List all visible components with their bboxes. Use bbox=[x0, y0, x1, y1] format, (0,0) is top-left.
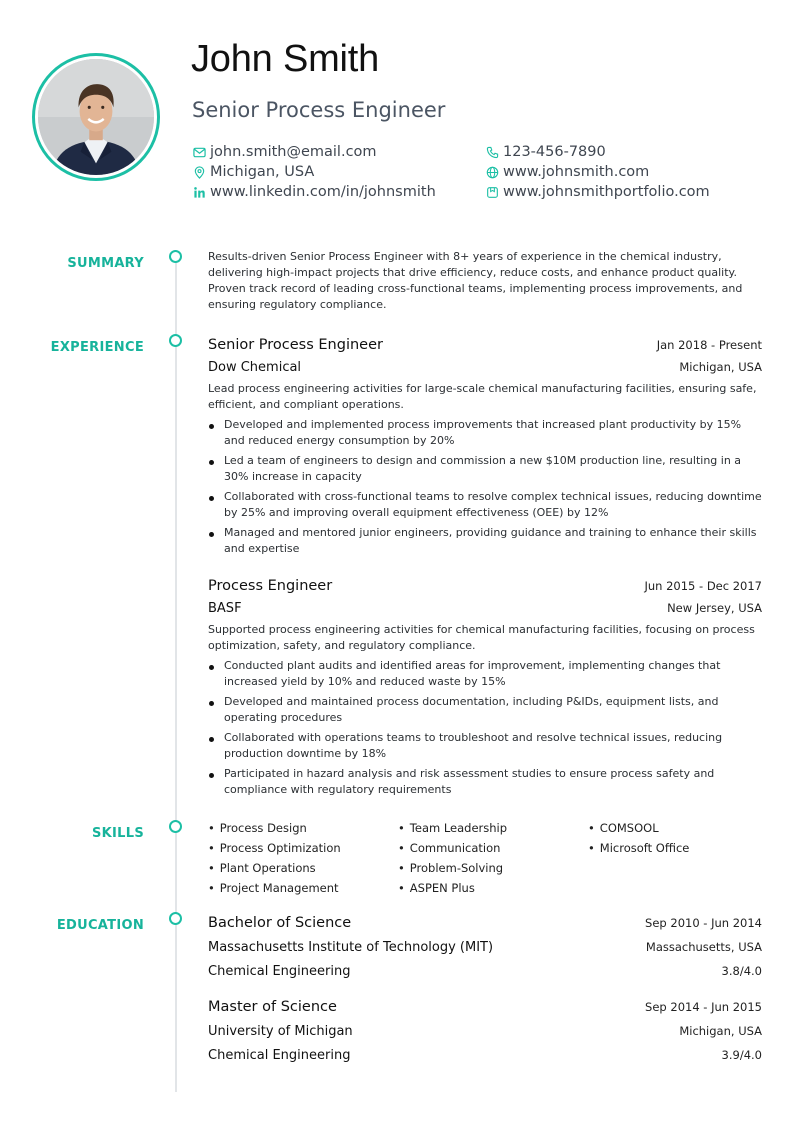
linkedin-text: www.linkedin.com/in/johnsmith bbox=[210, 184, 436, 200]
timeline-line bbox=[175, 262, 177, 1092]
achievement-item: Developed and implemented process improvements that increased plant productivity by 15% and reduced energy consumption by 20% bbox=[208, 417, 762, 449]
achievement-item: Developed and maintained process documentation, including P&IDs, equipment lists, and operating procedures bbox=[208, 694, 762, 726]
skill-item: • Problem-Solving bbox=[398, 860, 588, 876]
experience-item bbox=[208, 576, 762, 802]
skill-empty-cell bbox=[588, 860, 762, 876]
skill-item: • Process Design bbox=[208, 820, 398, 836]
achievement-item: Conducted plant audits and identified areas for improvement, implementing changes that increased yield by 10% and reduced waste by 15% bbox=[208, 658, 762, 690]
achievement-item: Participated in hazard analysis and risk assessment studies to ensure process safety and compliance with regulatory requirements bbox=[208, 766, 762, 798]
education-dates: Sep 2014 - Jun 2015 bbox=[645, 1000, 762, 1014]
timeline-dot-education bbox=[169, 912, 182, 925]
education-dates: Sep 2010 - Jun 2014 bbox=[645, 916, 762, 930]
location-text: Michigan, USA bbox=[210, 164, 315, 180]
phone-icon bbox=[485, 145, 499, 159]
profile-photo-frame bbox=[32, 53, 160, 181]
degree-name: Bachelor of Science bbox=[208, 915, 352, 931]
job-dates: Jun 2015 - Dec 2017 bbox=[644, 579, 762, 593]
skill-item: • Microsoft Office bbox=[588, 840, 762, 856]
achievement-list bbox=[208, 658, 762, 798]
contact-website[interactable] bbox=[485, 162, 649, 182]
map-pin-icon bbox=[192, 165, 206, 179]
school-name: Massachusetts Institute of Technology (MIT) bbox=[208, 940, 494, 955]
skill-item: • COMSOOL bbox=[588, 820, 762, 836]
education-item bbox=[208, 997, 762, 1065]
email-text: john.smith@email.com bbox=[210, 144, 377, 160]
skill-item: • Team Leadership bbox=[398, 820, 588, 836]
skill-item: • Process Optimization bbox=[208, 840, 398, 856]
phone-text: 123-456-7890 bbox=[503, 144, 606, 160]
company-name: Dow Chemical bbox=[208, 360, 302, 375]
mail-icon bbox=[192, 145, 206, 159]
achievement-item: Collaborated with cross-functional teams to resolve complex technical issues, reducing downtime by 25% and improving overall equipment effectiveness (OEE) by 12% bbox=[208, 489, 762, 521]
job-headline: Senior Process Engineer bbox=[192, 98, 446, 122]
globe-icon bbox=[485, 165, 499, 179]
job-description: Lead process engineering activities for large-scale chemical manufacturing facilities, ensuring safe, efficient, and compliant operations. bbox=[208, 382, 757, 411]
job-location: Michigan, USA bbox=[679, 360, 762, 374]
skill-item: • Communication bbox=[398, 840, 588, 856]
skill-item: • Project Management bbox=[208, 880, 398, 896]
gpa: 3.9/4.0 bbox=[721, 1048, 762, 1062]
skill-empty-cell bbox=[588, 880, 762, 896]
timeline-dot-experience bbox=[169, 334, 182, 347]
gpa: 3.8/4.0 bbox=[721, 964, 762, 978]
achievement-item: Managed and mentored junior engineers, providing guidance and training to enhance their skills and expertise bbox=[208, 525, 762, 557]
achievement-list bbox=[208, 417, 762, 557]
profile-photo bbox=[38, 59, 154, 175]
school-name: University of Michigan bbox=[208, 1024, 353, 1039]
job-dates: Jan 2018 - Present bbox=[656, 338, 762, 352]
section-title-experience: EXPERIENCE bbox=[50, 340, 144, 355]
summary-text: Results-driven Senior Process Engineer with 8+ years of experience in the chemical industry, delivering high-impact projects that drive efficiency, reduce costs, and enhance product quality. Proven track record of leading cross-functional teams, implementing process improvements, and ensuring regulatory compliance. bbox=[208, 250, 743, 311]
contact-phone[interactable] bbox=[485, 142, 606, 162]
achievement-item: Led a team of engineers to design and commission a new $10M production line, resulting in a 30% increase in capacity bbox=[208, 453, 762, 485]
field-of-study: Chemical Engineering bbox=[208, 964, 351, 979]
job-description: Supported process engineering activities for chemical manufacturing facilities, focusing on process optimization, safety, and regulatory compliance. bbox=[208, 623, 755, 652]
website-text: www.johnsmith.com bbox=[503, 164, 650, 180]
job-title: Senior Process Engineer bbox=[208, 337, 383, 353]
section-title-education: EDUCATION bbox=[56, 918, 144, 933]
candidate-name: John Smith bbox=[191, 38, 380, 80]
skill-item: • Plant Operations bbox=[208, 860, 398, 876]
portfolio-icon bbox=[485, 185, 499, 199]
contact-linkedin[interactable] bbox=[192, 182, 436, 202]
contact-email[interactable] bbox=[192, 142, 377, 162]
timeline-dot-summary bbox=[169, 250, 182, 263]
skills-grid bbox=[208, 820, 762, 896]
contact-location bbox=[192, 162, 314, 182]
skill-item: • ASPEN Plus bbox=[398, 880, 588, 896]
field-of-study: Chemical Engineering bbox=[208, 1048, 351, 1063]
school-location: Michigan, USA bbox=[679, 1024, 762, 1038]
company-name: BASF bbox=[208, 601, 242, 616]
timeline-dot-skills bbox=[169, 820, 182, 833]
portfolio-text: www.johnsmithportfolio.com bbox=[503, 184, 710, 200]
contact-portfolio[interactable] bbox=[485, 182, 710, 202]
experience-item bbox=[208, 335, 762, 561]
degree-name: Master of Science bbox=[208, 999, 337, 1015]
achievement-item: Collaborated with operations teams to troubleshoot and resolve technical issues, reducing production downtime by 18% bbox=[208, 730, 762, 762]
profile-photo-image bbox=[38, 59, 154, 175]
education-item bbox=[208, 913, 762, 981]
job-location: New Jersey, USA bbox=[667, 601, 762, 615]
school-location: Massachusetts, USA bbox=[645, 940, 762, 954]
job-title: Process Engineer bbox=[208, 578, 333, 594]
section-title-summary: SUMMARY bbox=[67, 256, 144, 271]
section-title-skills: SKILLS bbox=[91, 826, 144, 841]
linkedin-icon bbox=[192, 185, 206, 199]
